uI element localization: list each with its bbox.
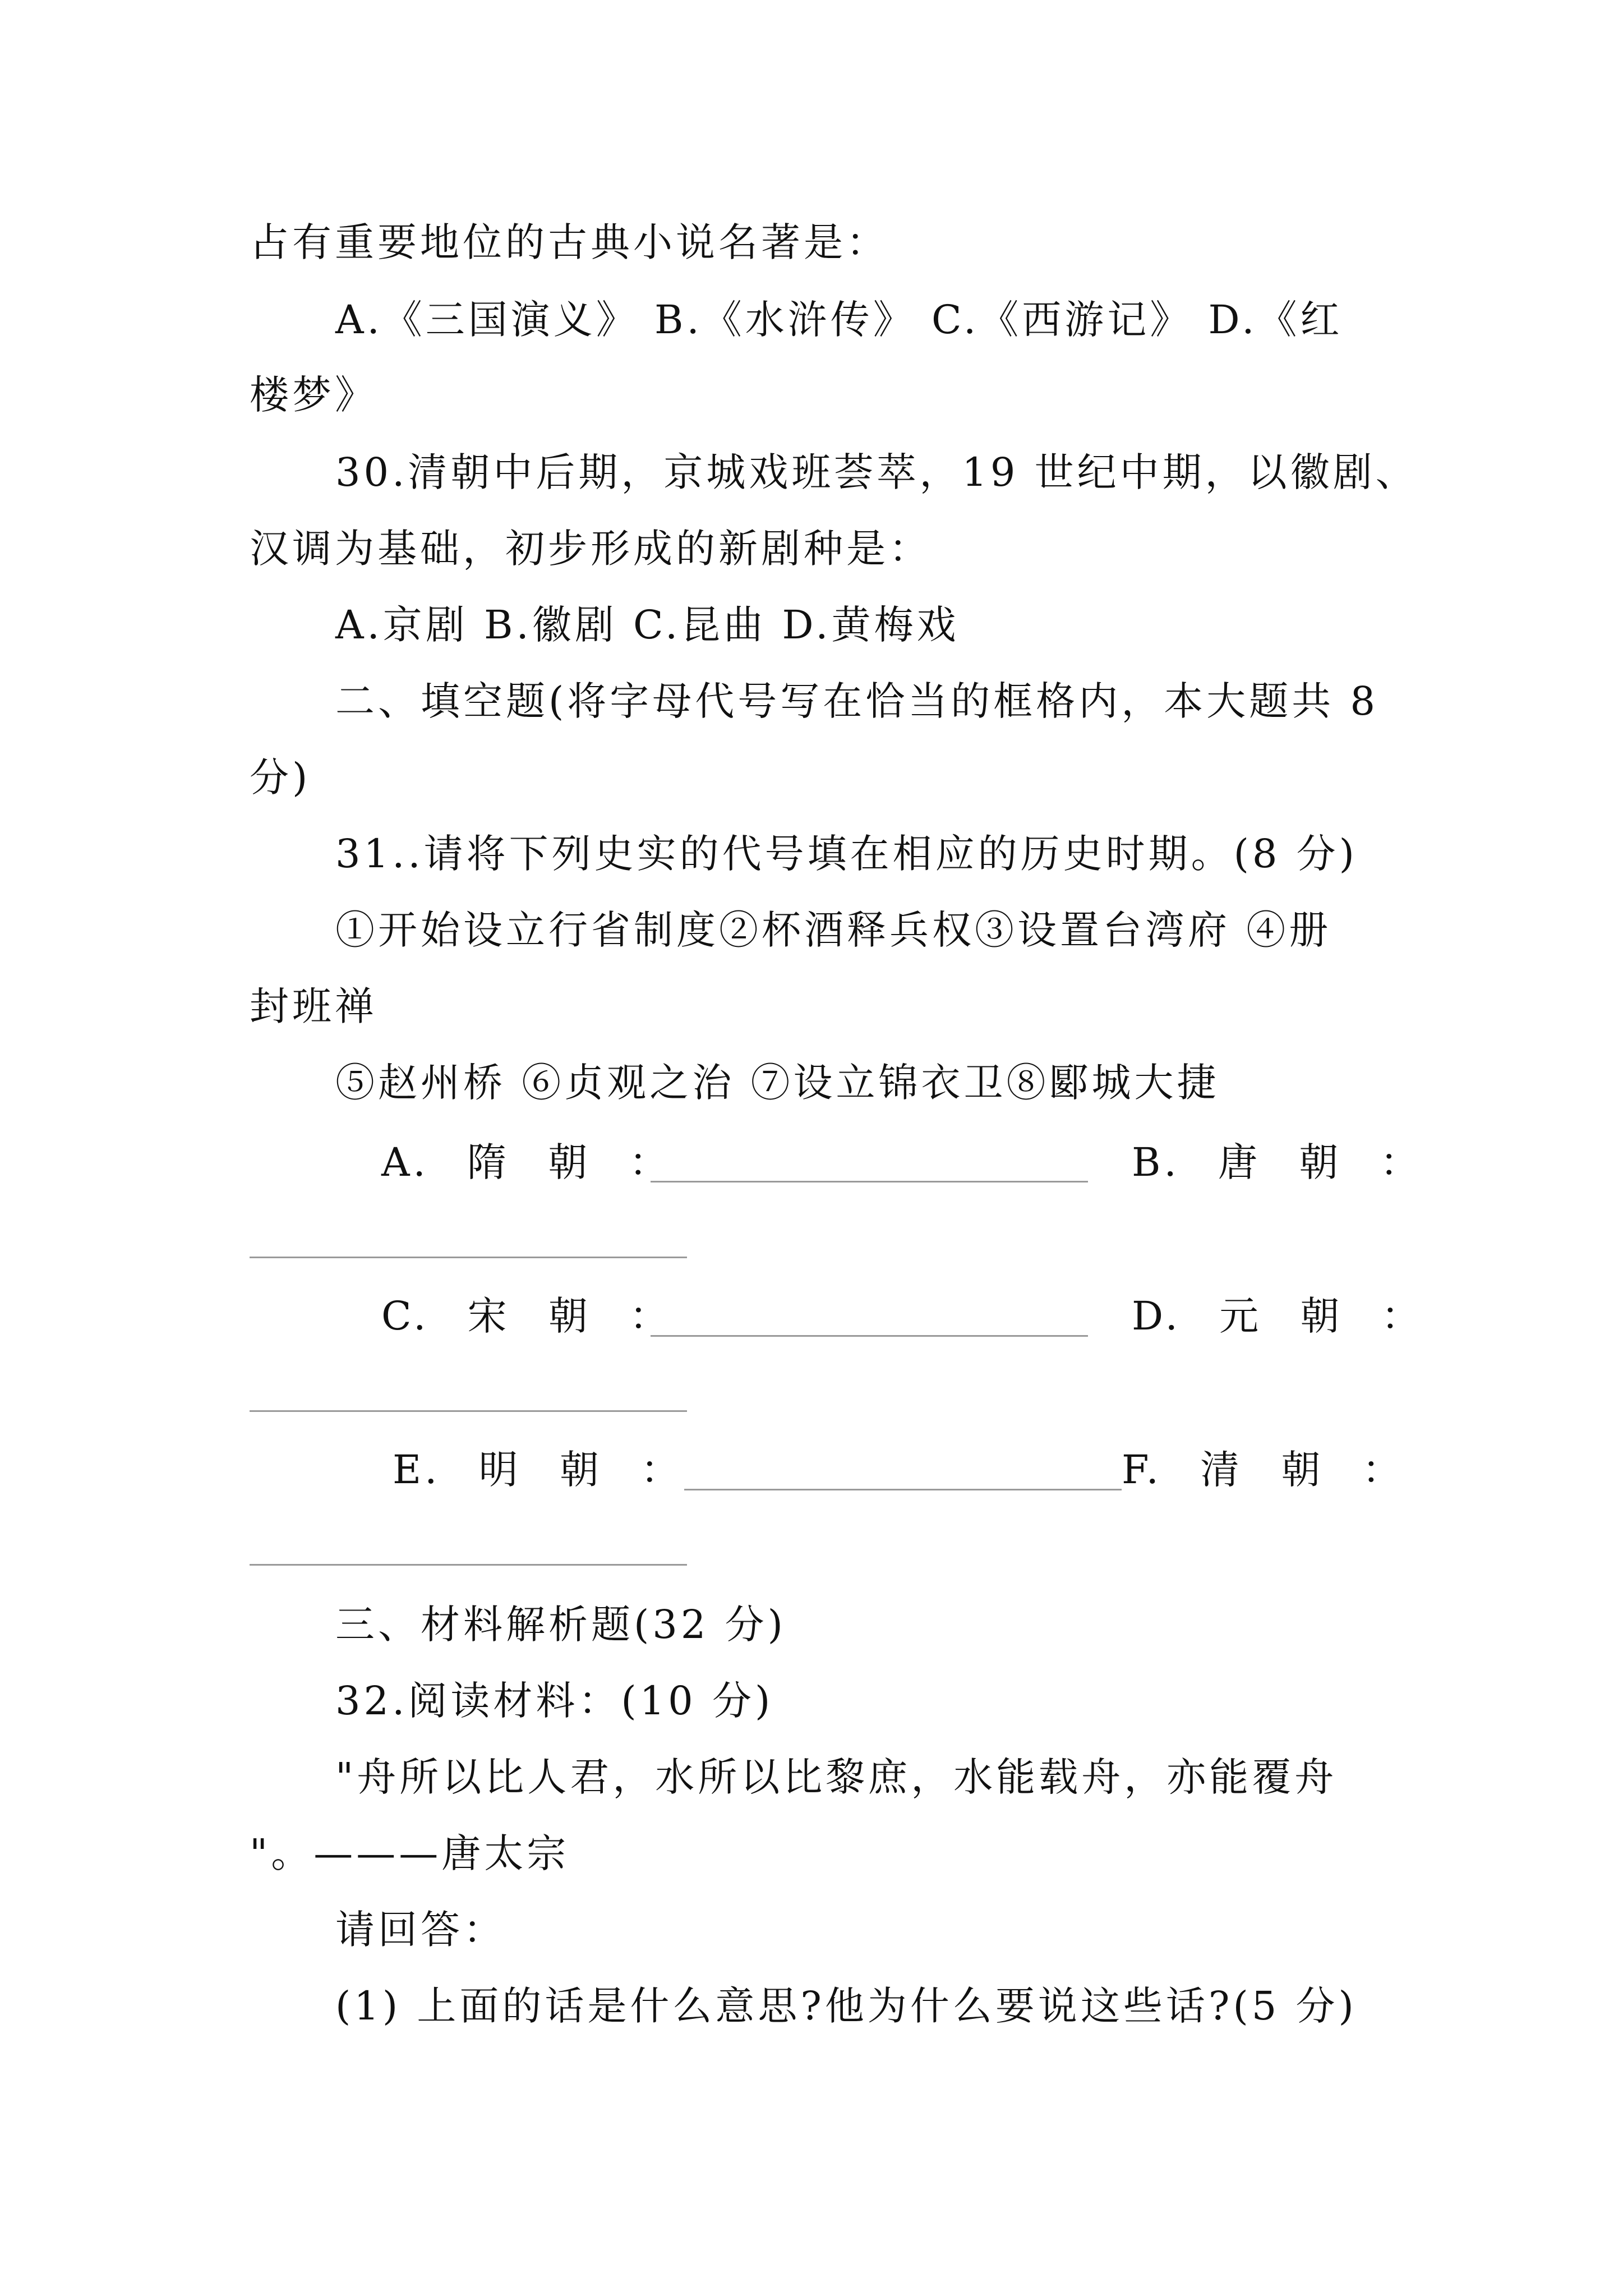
quote-attribution: "。———唐太宗 (250, 1830, 570, 1876)
answer-blank-e[interactable] (684, 1489, 1122, 1490)
text-line: 分) (250, 754, 311, 800)
fill-label-a: A. 隋 朝 ： (381, 1139, 672, 1185)
fill-label-e: E. 明 朝 ： (393, 1447, 684, 1493)
section-heading: 三、材料解析题(32 分) (335, 1602, 786, 1648)
fill-label-b: B. 唐 朝 ： (1132, 1139, 1423, 1185)
text-line: 占有重要地位的古典小说名著是： (250, 219, 889, 265)
text-line: 楼梦》 (250, 372, 377, 418)
event-list: ①开始设立行省制度②杯酒释兵权③设置台湾府 ④册 (335, 907, 1332, 953)
answer-blank-f[interactable] (250, 1564, 687, 1566)
event-list: ⑤赵州桥 ⑥贞观之治 ⑦设立锦衣卫⑧郾城大捷 (335, 1060, 1220, 1106)
fill-label-d: D. 元 朝 ： (1132, 1293, 1424, 1339)
question-32: 32.阅读材料：(10 分) (335, 1678, 774, 1724)
question-30: 30.清朝中后期，京城戏班荟萃，19 世纪中期，以徽剧、 (335, 449, 1418, 495)
answer-blank-a[interactable] (651, 1181, 1088, 1182)
question-options: A.京剧 B.徽剧 C.昆曲 D.黄梅戏 (335, 602, 960, 648)
fill-label-f: F. 清 朝 ： (1122, 1447, 1405, 1493)
section-heading: 二、填空题(将字母代号写在恰当的框格内，本大题共 8 (335, 678, 1379, 724)
answer-blank-d[interactable] (250, 1410, 687, 1412)
quote-text: "舟所以比人君，水所以比黎庶，水能载舟，亦能覆舟 (335, 1754, 1338, 1800)
text-line: 汉调为基础，初步形成的新剧种是： (250, 526, 932, 572)
prompt-text: 请回答： (335, 1907, 506, 1953)
text-line: 封班禅 (250, 983, 377, 1029)
sub-question-1: (1) 上面的话是什么意思?他为什么要说这些话?(5 分) (335, 1983, 1357, 2029)
question-options: A.《三国演义》 B.《水浒传》 C.《西游记》 D.《红 (335, 297, 1343, 343)
question-31: 31..请将下列史实的代号填在相应的历史时期。(8 分) (335, 831, 1358, 877)
answer-blank-b[interactable] (250, 1257, 687, 1258)
fill-label-c: C. 宋 朝 ： (381, 1293, 672, 1339)
answer-blank-c[interactable] (651, 1335, 1088, 1337)
